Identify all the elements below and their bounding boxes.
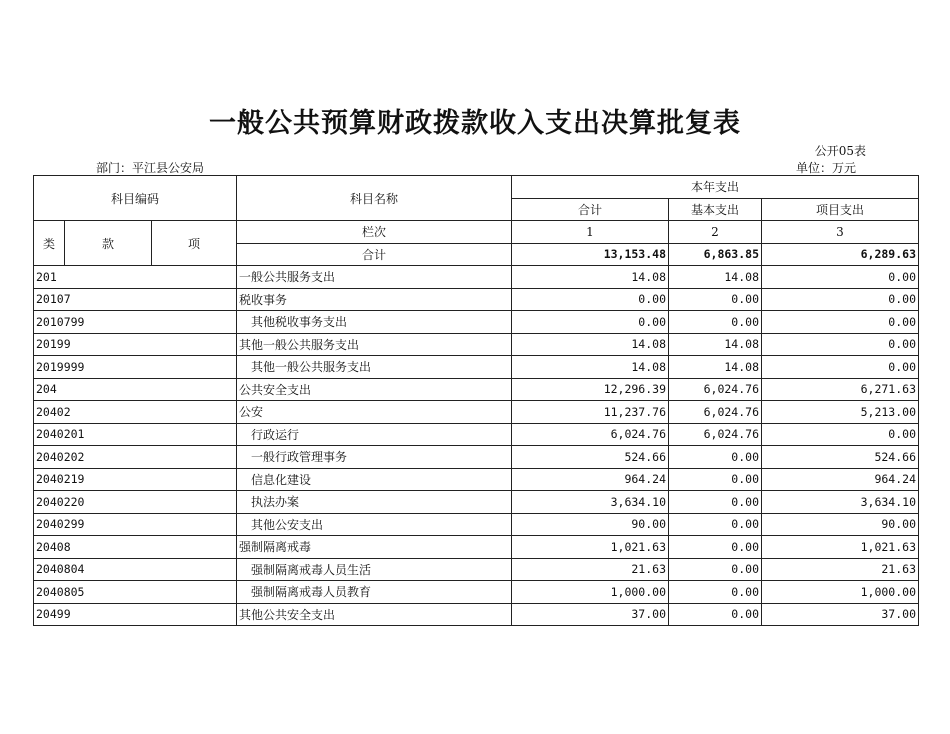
- project-cell: 0.00: [762, 333, 919, 356]
- total-header: 合计: [512, 198, 669, 221]
- subject-code-cell: 2010799: [34, 311, 237, 334]
- project-cell: 5,213.00: [762, 401, 919, 424]
- total-cell: 964.24: [512, 468, 669, 491]
- xiang-header: 项: [152, 221, 237, 266]
- table-row: [34, 356, 919, 379]
- department-label: 部门：平江县公安局: [96, 161, 205, 175]
- table-row: [34, 401, 919, 424]
- subject-code-cell: 20199: [34, 333, 237, 356]
- subject-code-header: 科目编码: [34, 176, 237, 221]
- budget-table: [33, 175, 919, 626]
- table-row: [34, 266, 919, 289]
- page-title: 一般公共预算财政拨款收入支出决算批复表: [209, 108, 741, 139]
- subject-name-cell: 公安: [237, 401, 512, 424]
- basic-cell: 0.00: [669, 558, 762, 581]
- table-row: [34, 288, 919, 311]
- subject-code-cell: 2040201: [34, 423, 237, 446]
- subject-name-cell: 其他一般公共服务支出: [237, 356, 512, 379]
- total-cell: 1,000.00: [512, 581, 669, 604]
- subject-code-cell: 20408: [34, 536, 237, 559]
- subject-name-cell: 一般公共服务支出: [237, 266, 512, 289]
- col2-header: 2: [669, 221, 762, 244]
- subject-name-cell: 其他公安支出: [237, 513, 512, 536]
- subject-code-cell: 201: [34, 266, 237, 289]
- basic-header: 基本支出: [669, 198, 762, 221]
- col1-header: 1: [512, 221, 669, 244]
- total-cell: 14.08: [512, 266, 669, 289]
- lei-header: 类: [34, 221, 65, 266]
- basic-cell: 6,024.76: [669, 423, 762, 446]
- basic-cell: 0.00: [669, 536, 762, 559]
- subject-name-cell: 一般行政管理事务: [237, 446, 512, 469]
- subject-code-cell: 2040202: [34, 446, 237, 469]
- project-cell: 0.00: [762, 266, 919, 289]
- project-cell: 0.00: [762, 423, 919, 446]
- total-cell: 1,021.63: [512, 536, 669, 559]
- subject-name-cell: 强制隔离戒毒人员生活: [237, 558, 512, 581]
- table-row: [34, 423, 919, 446]
- project-cell: 0.00: [762, 288, 919, 311]
- total-cell: 90.00: [512, 513, 669, 536]
- sum-basic: 6,863.85: [669, 243, 762, 266]
- sum-label: 合计: [237, 243, 512, 266]
- subject-code-cell: 2040805: [34, 581, 237, 604]
- subject-name-cell: 其他一般公共服务支出: [237, 333, 512, 356]
- table-row: [34, 581, 919, 604]
- total-cell: 6,024.76: [512, 423, 669, 446]
- subject-name-cell: 其他公共安全支出: [237, 603, 512, 626]
- basic-cell: 14.08: [669, 333, 762, 356]
- total-cell: 14.08: [512, 356, 669, 379]
- subject-code-cell: 20499: [34, 603, 237, 626]
- table-row: [34, 603, 919, 626]
- project-cell: 0.00: [762, 356, 919, 379]
- basic-cell: 0.00: [669, 581, 762, 604]
- basic-cell: 0.00: [669, 288, 762, 311]
- current-year-header: 本年支出: [512, 176, 919, 199]
- total-cell: 12,296.39: [512, 378, 669, 401]
- project-cell: 1,021.63: [762, 536, 919, 559]
- basic-cell: 14.08: [669, 356, 762, 379]
- subject-name-header: 科目名称: [237, 176, 512, 221]
- table-row: [34, 311, 919, 334]
- subject-name-cell: 强制隔离戒毒人员教育: [237, 581, 512, 604]
- subject-name-cell: 信息化建设: [237, 468, 512, 491]
- subject-code-cell: 20402: [34, 401, 237, 424]
- project-cell: 90.00: [762, 513, 919, 536]
- kuan-header: 款: [65, 221, 152, 266]
- header-row-3: [34, 221, 919, 244]
- table-row: [34, 536, 919, 559]
- table-row: [34, 513, 919, 536]
- unit-label: 单位：万元: [795, 161, 856, 175]
- column-no-header: 栏次: [237, 221, 512, 244]
- total-cell: 524.66: [512, 446, 669, 469]
- sum-project: 6,289.63: [762, 243, 919, 266]
- basic-cell: 0.00: [669, 603, 762, 626]
- table-row: [34, 378, 919, 401]
- project-cell: 6,271.63: [762, 378, 919, 401]
- total-cell: 14.08: [512, 333, 669, 356]
- subject-name-cell: 税收事务: [237, 288, 512, 311]
- subject-code-cell: 2040804: [34, 558, 237, 581]
- total-cell: 3,634.10: [512, 491, 669, 514]
- subject-name-cell: 公共安全支出: [237, 378, 512, 401]
- basic-cell: 0.00: [669, 513, 762, 536]
- project-header: 项目支出: [762, 198, 919, 221]
- total-cell: 37.00: [512, 603, 669, 626]
- project-cell: 3,634.10: [762, 491, 919, 514]
- basic-cell: 14.08: [669, 266, 762, 289]
- subject-code-cell: 20107: [34, 288, 237, 311]
- sum-total: 13,153.48: [512, 243, 669, 266]
- basic-cell: 6,024.76: [669, 401, 762, 424]
- subject-code-cell: 204: [34, 378, 237, 401]
- basic-cell: 0.00: [669, 468, 762, 491]
- header-row-1: [34, 176, 919, 199]
- project-cell: 0.00: [762, 311, 919, 334]
- table-row: [34, 333, 919, 356]
- project-cell: 524.66: [762, 446, 919, 469]
- table-number: 公开05表: [814, 144, 866, 158]
- table-row: [34, 558, 919, 581]
- basic-cell: 0.00: [669, 446, 762, 469]
- table-row: [34, 491, 919, 514]
- basic-cell: 0.00: [669, 491, 762, 514]
- total-cell: 11,237.76: [512, 401, 669, 424]
- subject-name-cell: 执法办案: [237, 491, 512, 514]
- basic-cell: 0.00: [669, 311, 762, 334]
- subject-name-cell: 其他税收事务支出: [237, 311, 512, 334]
- project-cell: 21.63: [762, 558, 919, 581]
- table-row: [34, 446, 919, 469]
- total-cell: 0.00: [512, 311, 669, 334]
- subject-code-cell: 2040219: [34, 468, 237, 491]
- subject-code-cell: 2040220: [34, 491, 237, 514]
- total-cell: 0.00: [512, 288, 669, 311]
- subject-name-cell: 强制隔离戒毒: [237, 536, 512, 559]
- subject-code-cell: 2040299: [34, 513, 237, 536]
- subject-name-cell: 行政运行: [237, 423, 512, 446]
- subject-code-cell: 2019999: [34, 356, 237, 379]
- col3-header: 3: [762, 221, 919, 244]
- total-cell: 21.63: [512, 558, 669, 581]
- basic-cell: 6,024.76: [669, 378, 762, 401]
- project-cell: 37.00: [762, 603, 919, 626]
- project-cell: 1,000.00: [762, 581, 919, 604]
- project-cell: 964.24: [762, 468, 919, 491]
- table-row: [34, 468, 919, 491]
